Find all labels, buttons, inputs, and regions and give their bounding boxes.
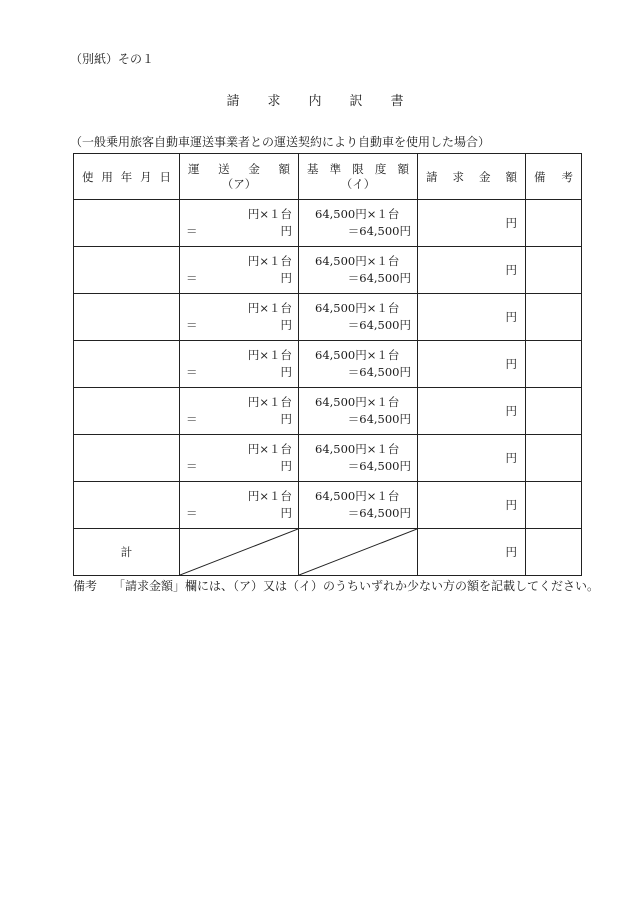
standard-limit-cell: [299, 341, 418, 388]
remarks-cell[interactable]: [526, 294, 582, 341]
limit-unit-text: 64,500円×１台: [315, 207, 400, 221]
header-char: 年: [120, 169, 133, 184]
remarks-cell[interactable]: [526, 482, 582, 529]
claim-amount-cell[interactable]: [418, 294, 526, 341]
transport-amount-cell[interactable]: [180, 388, 299, 435]
equals-sign: ＝: [186, 318, 198, 332]
transport-amount-cell[interactable]: [180, 435, 299, 482]
limit-unit-text: 64,500円×１台: [315, 348, 400, 362]
transport-amount-cell[interactable]: [180, 341, 299, 388]
header-sub-a: （ア）: [221, 176, 257, 191]
header-char: 備: [534, 169, 546, 184]
header-char: 限: [352, 161, 364, 176]
yen-unit: 円: [505, 498, 517, 512]
claim-amount-cell[interactable]: [418, 435, 526, 482]
limit-unit-text: 64,500円×１台: [315, 489, 400, 503]
table-row: [74, 341, 582, 388]
standard-limit-cell: [299, 247, 418, 294]
yen-unit: 円: [505, 310, 517, 324]
header-sub-i: （イ）: [340, 176, 376, 191]
transport-amount-cell[interactable]: [180, 200, 299, 247]
yen-unit: 円: [505, 404, 517, 418]
usage-date-cell[interactable]: [74, 200, 180, 247]
yen-unit: 円: [505, 451, 517, 465]
claim-amount-cell[interactable]: [418, 388, 526, 435]
header-remarks: [526, 154, 582, 200]
footnote: [73, 577, 599, 594]
total-remarks-cell[interactable]: [526, 529, 582, 576]
limit-total-text: ＝64,500円: [347, 365, 411, 379]
yen-unit: 円: [505, 545, 517, 559]
header-char: 運: [188, 161, 200, 176]
total-label: 計: [74, 529, 180, 576]
header-char: 金: [479, 169, 491, 184]
transport-unit-text: 円×１台: [247, 489, 292, 503]
total-limit-crossed-cell: [299, 529, 418, 576]
transport-amount-cell[interactable]: [180, 482, 299, 529]
usage-date-cell[interactable]: [74, 435, 180, 482]
transport-unit-text: 円×１台: [247, 395, 292, 409]
table-row: [74, 388, 582, 435]
limit-total-text: ＝64,500円: [347, 318, 411, 332]
standard-limit-cell: [299, 435, 418, 482]
title-char: 内: [308, 94, 322, 109]
yen-unit: 円: [280, 224, 292, 238]
standard-limit-cell: [299, 482, 418, 529]
header-char: 額: [397, 161, 409, 176]
claim-amount-cell[interactable]: [418, 247, 526, 294]
standard-limit-cell: [299, 294, 418, 341]
header-char: 求: [452, 169, 464, 184]
transport-unit-text: 円×１台: [247, 254, 292, 268]
total-claim-cell[interactable]: [418, 529, 526, 576]
transport-unit-text: 円×１台: [247, 207, 292, 221]
yen-unit: 円: [280, 271, 292, 285]
title-char: 書: [390, 94, 404, 109]
diagonal-line: [180, 529, 298, 575]
document-title: [0, 90, 630, 109]
equals-sign: ＝: [186, 365, 198, 379]
yen-unit: 円: [505, 216, 517, 230]
diagonal-line: [299, 529, 417, 575]
yen-unit: 円: [505, 263, 517, 277]
header-char: 額: [505, 169, 517, 184]
footnote-text: 「請求金額」欄には、（ア）又は（イ）のうちいずれか少ない方の額を記載してください。: [113, 579, 600, 593]
table-row: [74, 247, 582, 294]
title-char: 請: [226, 94, 240, 109]
transport-amount-cell[interactable]: [180, 294, 299, 341]
header-usage-date: [74, 154, 180, 200]
transport-amount-cell[interactable]: [180, 247, 299, 294]
usage-date-cell[interactable]: [74, 247, 180, 294]
standard-limit-cell: [299, 388, 418, 435]
equals-sign: ＝: [186, 412, 198, 426]
remarks-cell[interactable]: [526, 200, 582, 247]
header-char: 度: [374, 161, 387, 176]
transport-unit-text: 円×１台: [247, 348, 292, 362]
yen-unit: 円: [280, 506, 292, 520]
header-char: 基: [307, 161, 319, 176]
equals-sign: ＝: [186, 459, 198, 473]
yen-unit: 円: [280, 365, 292, 379]
header-row: [74, 154, 582, 200]
header-char: 用: [101, 169, 113, 184]
total-row: [74, 529, 582, 576]
limit-total-text: ＝64,500円: [347, 224, 411, 238]
usage-date-cell[interactable]: [74, 341, 180, 388]
equals-sign: ＝: [186, 271, 198, 285]
remarks-cell[interactable]: [526, 388, 582, 435]
header-char: 日: [159, 169, 171, 184]
usage-date-cell[interactable]: [74, 482, 180, 529]
header-char: 考: [561, 169, 573, 184]
title-char: 求: [267, 94, 281, 109]
table-row: [74, 482, 582, 529]
remarks-cell[interactable]: [526, 341, 582, 388]
header-char: 準: [329, 161, 342, 176]
subtitle: （一般乗用旅客自動車運送事業者との運送契約により自動車を使用した場合）: [70, 135, 491, 149]
limit-total-text: ＝64,500円: [347, 271, 411, 285]
page-label: （別紙）その１: [70, 52, 155, 66]
limit-unit-text: 64,500円×１台: [315, 254, 400, 268]
limit-unit-text: 64,500円×１台: [315, 301, 400, 315]
header-standard-limit: [299, 154, 418, 200]
header-transport-amount: [180, 154, 299, 200]
header-char: 使: [82, 169, 94, 184]
header-char: 額: [278, 161, 290, 176]
title-char: 訳: [349, 94, 363, 109]
table-row: [74, 294, 582, 341]
standard-limit-cell: [299, 200, 418, 247]
header-char: 送: [218, 161, 230, 176]
limit-total-text: ＝64,500円: [347, 412, 411, 426]
table-row: [74, 435, 582, 482]
equals-sign: ＝: [186, 224, 198, 238]
remarks-cell[interactable]: [526, 247, 582, 294]
usage-date-cell[interactable]: [74, 388, 180, 435]
header-char: 金: [248, 161, 260, 176]
footnote-label: 備考: [73, 579, 98, 593]
header-char: 請: [426, 169, 438, 184]
header-claim-amount: [418, 154, 526, 200]
total-transport-crossed-cell: [180, 529, 299, 576]
transport-unit-text: 円×１台: [247, 301, 292, 315]
yen-unit: 円: [280, 459, 292, 473]
header-char: 月: [140, 169, 152, 184]
yen-unit: 円: [505, 357, 517, 371]
table-row: [74, 200, 582, 247]
yen-unit: 円: [280, 318, 292, 332]
claim-amount-cell[interactable]: [418, 200, 526, 247]
claim-amount-cell[interactable]: [418, 482, 526, 529]
limit-unit-text: 64,500円×１台: [315, 395, 400, 409]
equals-sign: ＝: [186, 506, 198, 520]
limit-total-text: ＝64,500円: [347, 459, 411, 473]
remarks-cell[interactable]: [526, 435, 582, 482]
transport-unit-text: 円×１台: [247, 442, 292, 456]
breakdown-table: [73, 153, 582, 576]
yen-unit: 円: [280, 412, 292, 426]
limit-total-text: ＝64,500円: [347, 506, 411, 520]
limit-unit-text: 64,500円×１台: [315, 442, 400, 456]
claim-amount-cell[interactable]: [418, 341, 526, 388]
usage-date-cell[interactable]: [74, 294, 180, 341]
